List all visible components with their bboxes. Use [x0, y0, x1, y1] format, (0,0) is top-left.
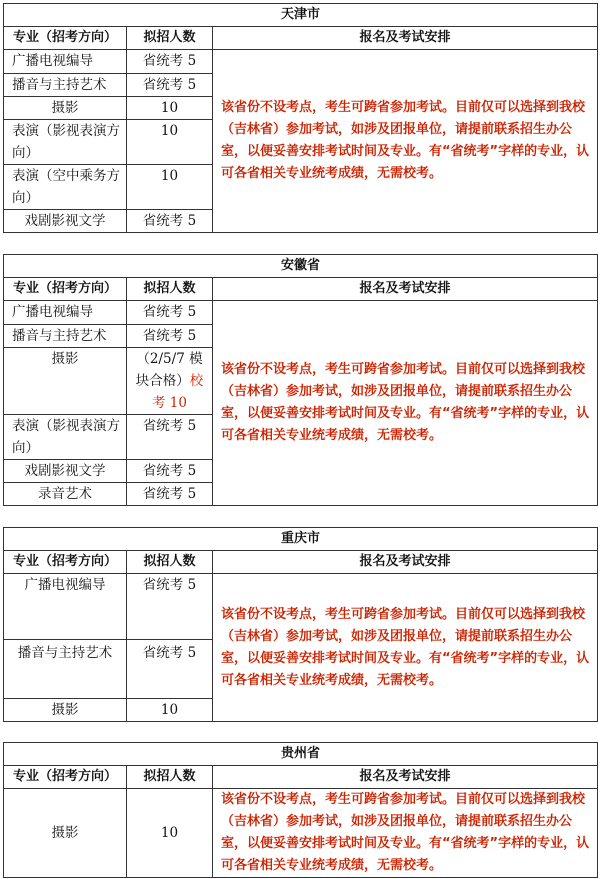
- province-title: 天津市: [4, 4, 598, 27]
- arrangement-note: 该省份不设考点，考生可跨省参加考试。目前仅可以选择到我校（吉林省）参加考试，如涉及团报单位，请提前联系招生办公室，以便妥善安排考试时间及专业。有“省统考”字样的专业，认可各省相关专业统考成绩，无需校考。: [213, 50, 598, 233]
- table-tianjin: [3, 3, 598, 233]
- quota-cell: 省统考 5: [127, 325, 213, 348]
- quota-cell: 省统考 5: [127, 640, 213, 699]
- header-arrangement: 报名及考试安排: [213, 27, 598, 50]
- section-anhui: [3, 254, 597, 506]
- quota-cell: 10: [127, 165, 213, 210]
- major-cell: 播音与主持艺术: [4, 325, 127, 348]
- quota-cell: 10: [127, 789, 213, 878]
- table-guizhou: [3, 742, 598, 878]
- province-title: 重庆市: [4, 528, 598, 551]
- quota-cell: 省统考 5: [127, 460, 213, 483]
- quota-prefix: （2/5/7 模块合格）: [135, 351, 203, 389]
- quota-cell: 省统考 5: [127, 301, 213, 325]
- major-cell: 录音艺术: [4, 483, 127, 506]
- header-arrangement: 报名及考试安排: [213, 278, 598, 301]
- table-chongqing: [3, 527, 598, 722]
- major-cell: 播音与主持艺术: [4, 640, 127, 699]
- header-major: 专业（招考方向）: [4, 278, 127, 301]
- major-cell: 摄影: [4, 789, 127, 878]
- header-quota: 拟招人数: [127, 27, 213, 50]
- header-major: 专业（招考方向）: [4, 27, 127, 50]
- major-cell: 摄影: [4, 348, 127, 415]
- header-arrangement: 报名及考试安排: [213, 551, 598, 574]
- quota-cell: 10: [127, 699, 213, 722]
- major-cell: 广播电视编导: [4, 50, 127, 74]
- header-major: 专业（招考方向）: [4, 551, 127, 574]
- section-chongqing: [3, 527, 597, 722]
- major-cell: 表演（影视表演方向）: [4, 120, 127, 165]
- quota-cell: [127, 348, 213, 415]
- header-quota: 拟招人数: [127, 278, 213, 301]
- major-cell: 戏剧影视文学: [4, 460, 127, 483]
- quota-school-exam: 校考 10: [152, 373, 204, 411]
- quota-cell: 10: [127, 120, 213, 165]
- header-arrangement: 报名及考试安排: [213, 766, 598, 789]
- arrangement-note: 该省份不设考点，考生可跨省参加考试。目前仅可以选择到我校（吉林省）参加考试，如涉及团报单位，请提前联系招生办公室，以便妥善安排考试时间及专业。有“省统考”字样的专业，认可各省相关专业统考成绩，无需校考。: [213, 301, 598, 506]
- province-title: 贵州省: [4, 743, 598, 766]
- arrangement-note: 该省份不设考点，考生可跨省参加考试。目前仅可以选择到我校（吉林省）参加考试，如涉及团报单位，请提前联系招生办公室，以便妥善安排考试时间及专业。有“省统考”字样的专业，认可各省相关专业统考成绩，无需校考。: [213, 574, 598, 722]
- section-guizhou: [3, 742, 597, 878]
- major-cell: 摄影: [4, 699, 127, 722]
- major-cell: 戏剧影视文学: [4, 210, 127, 233]
- quota-cell: 省统考 5: [127, 210, 213, 233]
- arrangement-note: 该省份不设考点，考生可跨省参加考试。目前仅可以选择到我校（吉林省）参加考试，如涉及团报单位，请提前联系招生办公室，以便妥善安排考试时间及专业。有“省统考”字样的专业，认可各省相关专业统考成绩，无需校考。: [213, 789, 598, 878]
- quota-cell: 省统考 5: [127, 483, 213, 506]
- major-cell: 广播电视编导: [4, 574, 127, 640]
- major-cell: 表演（影视表演方向）: [4, 415, 127, 460]
- header-quota: 拟招人数: [127, 766, 213, 789]
- quota-cell: 省统考 5: [127, 50, 213, 74]
- section-tianjin: [3, 3, 597, 233]
- province-title: 安徽省: [4, 255, 598, 278]
- quota-cell: 省统考 5: [127, 415, 213, 460]
- major-cell: 广播电视编导: [4, 301, 127, 325]
- table-anhui: [3, 254, 598, 506]
- major-cell: 表演（空中乘务方向）: [4, 165, 127, 210]
- header-quota: 拟招人数: [127, 551, 213, 574]
- quota-cell: 10: [127, 97, 213, 120]
- quota-cell: 省统考 5: [127, 74, 213, 97]
- quota-cell: 省统考 5: [127, 574, 213, 640]
- header-major: 专业（招考方向）: [4, 766, 127, 789]
- major-cell: 摄影: [4, 97, 127, 120]
- major-cell: 播音与主持艺术: [4, 74, 127, 97]
